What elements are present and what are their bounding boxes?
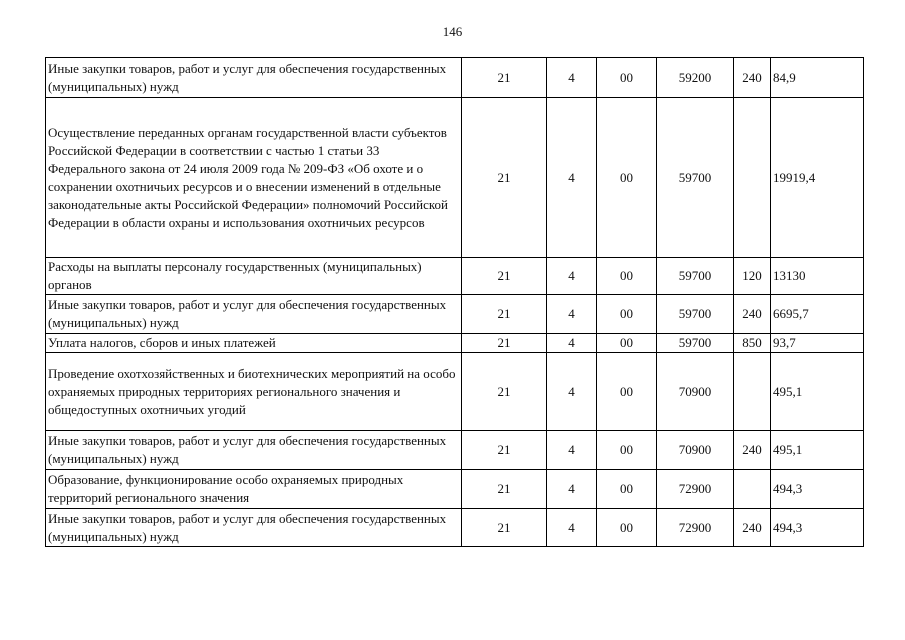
cell-code-1: 21 [462,98,547,258]
table-row [46,353,864,431]
cell-amount: 93,7 [771,334,864,353]
cell-code-3: 00 [597,353,657,431]
cell-code-5: 240 [734,431,771,470]
cell-code-4: 72900 [657,470,734,509]
cell-code-3: 00 [597,58,657,98]
cell-code-3: 00 [597,334,657,353]
row-description: Иные закупки товаров, работ и услуг для обеспечения государственных (муниципальных) нужд [46,509,462,547]
cell-code-4: 70900 [657,353,734,431]
cell-amount: 494,3 [771,470,864,509]
budget-table [45,57,864,547]
cell-code-4: 72900 [657,509,734,547]
table-row [46,295,864,334]
row-description: Иные закупки товаров, работ и услуг для обеспечения государственных (муниципальных) нужд [46,295,462,334]
table-row [46,431,864,470]
cell-code-3: 00 [597,98,657,258]
cell-code-2: 4 [547,334,597,353]
cell-code-1: 21 [462,431,547,470]
cell-code-4: 59700 [657,258,734,295]
cell-code-3: 00 [597,470,657,509]
cell-code-3: 00 [597,509,657,547]
cell-code-5: 240 [734,58,771,98]
row-description: Осуществление переданных органам государственной власти субъектов Российской Федерации в соответствии с частью 1 статьи 33 Федерального закона от 24 июля 2009 года № 209-ФЗ «Об охоте и о сохранении охотничьих ресурсов и о внесении изменений в отдельные законодательные акты Российской Федерации» полномочий Российской Федерации в области охраны и использования охотничьих ресурсов [46,98,462,258]
cell-code-2: 4 [547,98,597,258]
row-description: Расходы на выплаты персоналу государственных (муниципальных) органов [46,258,462,295]
cell-code-5 [734,470,771,509]
cell-code-3: 00 [597,295,657,334]
table-row [46,470,864,509]
cell-code-1: 21 [462,334,547,353]
cell-code-5 [734,353,771,431]
cell-amount: 13130 [771,258,864,295]
cell-code-5: 240 [734,295,771,334]
cell-code-1: 21 [462,509,547,547]
cell-code-2: 4 [547,58,597,98]
cell-code-5 [734,98,771,258]
cell-code-2: 4 [547,295,597,334]
row-description: Уплата налогов, сборов и иных платежей [46,334,462,353]
page-number: 146 [442,24,463,39]
row-description: Иные закупки товаров, работ и услуг для обеспечения государственных (муниципальных) нужд [46,431,462,470]
cell-code-2: 4 [547,353,597,431]
cell-code-4: 59200 [657,58,734,98]
row-description: Иные закупки товаров, работ и услуг для обеспечения государственных (муниципальных) нужд [46,58,462,98]
cell-amount: 6695,7 [771,295,864,334]
cell-code-2: 4 [547,431,597,470]
cell-code-1: 21 [462,353,547,431]
table-row [46,98,864,258]
cell-code-4: 59700 [657,98,734,258]
cell-code-2: 4 [547,509,597,547]
table-row [46,509,864,547]
cell-code-4: 59700 [657,334,734,353]
cell-code-1: 21 [462,470,547,509]
cell-code-3: 00 [597,258,657,295]
row-description: Проведение охотхозяйственных и биотехнических мероприятий на особо охраняемых природных территориях регионального значения и общедоступных охотничьих угодий [46,353,462,431]
cell-code-4: 59700 [657,295,734,334]
table-row [46,258,864,295]
cell-code-3: 00 [597,431,657,470]
cell-code-5: 850 [734,334,771,353]
cell-code-2: 4 [547,470,597,509]
cell-code-5: 120 [734,258,771,295]
table-row [46,334,864,353]
cell-amount: 495,1 [771,353,864,431]
cell-code-4: 70900 [657,431,734,470]
cell-code-1: 21 [462,295,547,334]
cell-code-2: 4 [547,258,597,295]
cell-amount: 494,3 [771,509,864,547]
cell-amount: 84,9 [771,58,864,98]
cell-amount: 19919,4 [771,98,864,258]
cell-code-1: 21 [462,258,547,295]
table-row [46,58,864,98]
row-description: Образование, функционирование особо охраняемых природных территорий регионального значения [46,470,462,509]
cell-code-5: 240 [734,509,771,547]
cell-code-1: 21 [462,58,547,98]
cell-amount: 495,1 [771,431,864,470]
